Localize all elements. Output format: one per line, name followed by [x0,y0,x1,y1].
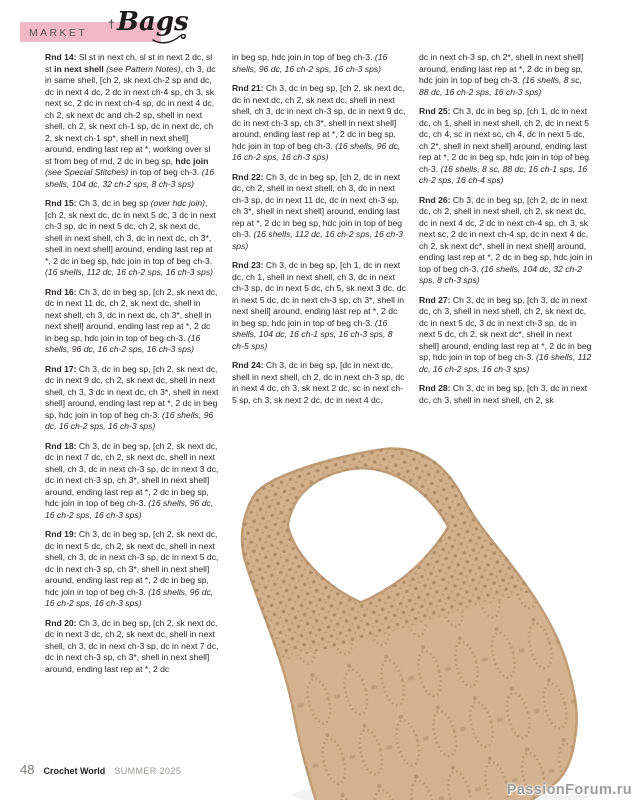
pattern-text: in top of beg ch-3. [128,167,202,177]
pattern-text: (16 shells, 96 dc, 16 ch-2 sps, 16 ch-3 sps) [232,140,401,162]
pattern-paragraph [45,364,219,433]
round-label: Rnd 28: [419,383,453,393]
round-label: Rnd 16: [45,286,79,297]
swash-flourish-icon [152,31,188,50]
pattern-text: Ch 3, dc in beg sp, [ch 3, dc in next dc, ch 3, shell in next shell, ch 2, sk next dc, dc in next 5 dc, 3 dc in next ch-3 sp, dc in next 5 dc, ch 2, sk next dc*, shell in next shell] around, ending last rep at *, 2 dc in beg sp, hdc join in top of beg ch-3. [419,294,592,362]
market-bags-banner [20,7,189,42]
pattern-text: (16 shells, 112 dc, 16 ch-2 sps, 16 ch-3 sps) [45,267,213,277]
pattern-text: (16 shells, 112 dc, 16 ch-2 sps, 16 ch-3 sps) [419,352,592,374]
round-label: Rnd 25: [419,106,453,116]
pattern-text: (16 shells, 104 dc, 32 ch-2 sps, 8 ch-3 sps) [45,167,215,189]
pattern-paragraph [45,618,219,676]
dagger-ornament-icon: † [108,17,115,31]
pattern-text: (16 shells, 96 dc, 16 ch-2 sps, 16 ch-3 sps) [45,409,214,431]
bags-script-title: Bags [117,7,189,37]
pattern-text: in beg sp, hdc join in top of beg ch-3. [232,52,375,62]
pattern-text: (16 shells, 96 dc, 16 ch-2 sps, 16 ch-3 sps) [45,332,201,354]
pattern-paragraph [45,198,219,279]
pattern-text: Ch 3, dc in beg sp, [ch 2, dc in next dc, ch 2, shell in next shell, ch 3, dc in next ch-3 sp, dc in next 11 dc, dc in next ch-3 sp, ch 3*, shell in next shell] around, ending last rep at *, 2 dc in beg sp, hdc join in top of beg ch-3. [232,171,403,239]
pattern-text: (over hdc join) [150,198,206,208]
pattern-text: dc in next ch-3 sp, ch 2*, shell in next shell] around, ending last rep at *, 2 dc in beg sp, hdc join in top of beg ch-3. [419,52,584,85]
pattern-paragraph [45,441,219,522]
pattern-text: (see Pattern Notes) [106,63,181,74]
pattern-text: (16 shells, 104 dc, 16 ch-1 sps, 16 ch-3 sps, 8 ch-5 sps) [232,317,393,351]
pattern-text: Ch 3, dc in beg sp, [ch 2, sk next dc, dc in next dc, ch 2, sk next dc, shell in next shell, ch 3, dc in next ch-3 sp, dc in next 9 dc, dc in next ch-3 sp, ch 3*, shell in next shell] around, ending last rep at *, 2 dc in beg sp, hdc join in top of beg ch-3. [232,83,406,151]
market-label: MARKET [29,27,88,39]
pattern-text: Sl st in next ch, sl st in next 2 dc, sl st [45,52,213,74]
pattern-paragraph [419,106,593,187]
pattern-text: (16 shells, 112 dc, 16 ch-2 sps, 16 ch-3 sps) [232,229,403,251]
pattern-text: (see Special Stitches) [45,167,129,177]
pattern-paragraph [419,52,593,98]
round-label: hdc join [175,155,209,166]
round-label: Rnd 18: [45,440,79,451]
round-label: Rnd 23: [232,260,266,270]
pattern-paragraph [232,360,406,406]
round-label: Rnd 14: [45,52,79,62]
round-label: Rnd 20: [45,617,79,628]
pattern-text: (16 shells, 96 dc, 16 ch-2 sps, 16 ch-3 sps) [45,586,214,608]
round-label: Rnd 27: [419,294,453,305]
pattern-paragraph [45,52,219,190]
pattern-paragraph [232,83,406,164]
page-number: 48 [20,762,35,777]
pattern-column-1 [45,52,219,683]
issue-label: SUMMER 2025 [114,766,182,776]
round-label: Rnd 26: [419,194,453,205]
round-label: Rnd 24: [232,360,266,370]
round-label: Rnd 22: [232,171,266,182]
round-label: Rnd 15: [45,198,79,208]
round-label: Rnd 21: [232,83,266,93]
pattern-text: Ch 3, dc in beg sp [78,198,151,208]
pattern-text: (16 shells, 8 sc, 88 dc, 16 ch-2 sps, 16 ch-3 sps) [419,75,582,97]
pattern-paragraph [232,172,406,253]
pattern-text: (16 shells, 96 dc, 16 ch-2 sps, 16 ch-3 sps) [45,498,214,520]
round-label: Rnd 19: [45,529,79,539]
pattern-text: (16 shells, 8 sc, 88 dc, 16 ch-1 sps, 16 ch-2 sps, 16 ch-4 sps) [419,163,588,185]
pattern-paragraph [419,383,593,406]
round-label: in next shell [54,63,107,74]
pattern-paragraph [45,529,219,610]
pattern-paragraph [45,287,219,356]
page-footer [20,762,181,777]
pattern-text: Ch 3, dc in beg sp, [ch 2, sk next dc, dc in next 7 dc, ch 2, sk next dc, shell in next shell, ch 3, dc in next ch-3 sp, dc in next 3 dc, dc in next ch-3 sp, ch 3*, shell in next shell] around, ending last rep at *, 2 dc in beg sp, hdc join in top of beg ch-3. [45,440,219,508]
pattern-paragraph [419,195,593,287]
magazine-title: Crochet World [43,766,106,776]
pattern-text: (16 shells, 104 dc, 32 ch-2 sps, 8 ch-3 sps) [419,263,582,285]
pattern-paragraph [419,295,593,376]
pattern-text: , ch 3, dc in same shell, [ch 2, sk next ch-2 sp and dc, dc in next 4 dc, 2 dc in next ch-4 sp, ch 3, sk next sc, 2 dc in next ch-4 sp, dc in next 4 dc, ch 2, sk next dc and ch-2 sp, shell in next shell, ch 2, sk next ch-1 sp, dc in next dc, ch 2, sk next ch-1 sp*, shell in next shell] around, ending last rep at *, working over sl st from beg of rnd, 2 dc in beg sp, [45,63,216,166]
pattern-text: Ch 3, dc in beg sp, [ch 2, dc in next dc, ch 2, shell in next shell, ch 2, sk next dc, dc in next 4 dc, 2 dc in next ch-4 sp, ch 3, sk next sc, 2 dc in next ch-4 sp, dc in next 4 dc, ch 2, sk next dc*, shell in next shell] around, ending last rep at *, 2 dc in beg sp, hdc join in top of beg ch-3. [419,194,593,274]
pattern-text: (16 shells, 96 dc, 16 ch-2 sps, 16 ch-3 sps) [232,52,388,74]
pattern-text: Ch 3, dc in beg sp, [ch 2, sk next dc, dc in next 9 dc, ch 2, sk next dc, shell in next shell, ch 3, 3 dc in next dc, ch 3*, shell in next shell] around, ending last rep at *, 2 dc in beg sp, hdc join in top of beg ch-3. [45,363,219,420]
crocheted-bag-photo [233,435,633,800]
pattern-text: , [ch 2, sk next dc, dc in next 5 dc, 3 dc in next ch-3 sp, dc in next 5 dc, ch 2, sk next dc, shell in next shell, ch 3, dc in next dc, ch 3*, shell in next shell] around, ending last rep at *, 2 dc in beg sp, hdc join in top of beg ch-3. [45,198,217,266]
pattern-paragraph [232,260,406,352]
round-label: Rnd 17: [45,363,79,374]
pattern-text: Ch 3, dc in beg sp, [ch 2, sk next dc, dc in next 5 dc, ch 2, sk next dc, shell in next shell, ch 3, dc in next ch-3 sp, dc in next 5 dc, dc in next ch-3 sp, ch 3*, shell in next shell] around, ending last rep at *, 2 dc in beg sp, hdc join in top of beg ch-3. [45,529,219,597]
pattern-text: Ch 3, dc in beg sp, [ch 1, dc in next dc, ch 1, shell in next shell, ch 3, dc in next ch-3 sp, dc in next 5 dc, ch 5, sk next 3 dc, dc in next 5 dc, dc in next ch-3 sp, ch 3*, shell in next shell] around, ending last rep at *, 2 dc in beg sp, hdc join in top of beg ch-3. [232,260,406,328]
watermark: PassionForum.ru [506,782,632,798]
pattern-text: Ch 3, dc in beg sp, [ch 2, sk next dc, dc in next 11 dc, ch 2, sk next dc, shell in next shell, ch 3, dc in next dc, ch 3*, shell in next shell] around, ending last rep at *, 2 dc in beg sp, hdc join in top of beg ch-3. [45,286,218,343]
pattern-text: Ch 3, dc in beg sp, [ch 1, dc in next dc, ch 1, shell in next shell, ch 2, dc in next 5 dc, ch 4, sc in next sc, ch 4, dc in next 5 dc, ch 2*, shell in next shell] around, ending last rep at *, 2 dc in beg sp, hdc join in top of beg ch-3. [419,106,590,174]
pattern-paragraph [232,52,406,75]
pattern-text: Ch 3, dc in beg sp, [dc in next dc, shell in next shell, ch 2, dc in next ch-3 sp, dc in next 4 dc, ch 3, sk next 2 dc, sc in next ch-5 sp, ch 3, sk next 2 dc, dc in next 4 dc, [232,360,405,405]
pattern-text: Ch 3, dc in beg sp, [ch 2, sk next dc, dc in next 3 dc, ch 2, sk next dc, shell in next shell, ch 3, dc in next ch-3 sp, dc in next 7 dc, dc in next ch-3 sp, ch 3*, shell in next shell] around, ending last rep at *, 2 dc [45,617,219,674]
pattern-text: Ch 3, dc in beg sp, [ch 3, dc in next dc, ch 3, shell in next shell, ch 2, sk [419,383,588,405]
